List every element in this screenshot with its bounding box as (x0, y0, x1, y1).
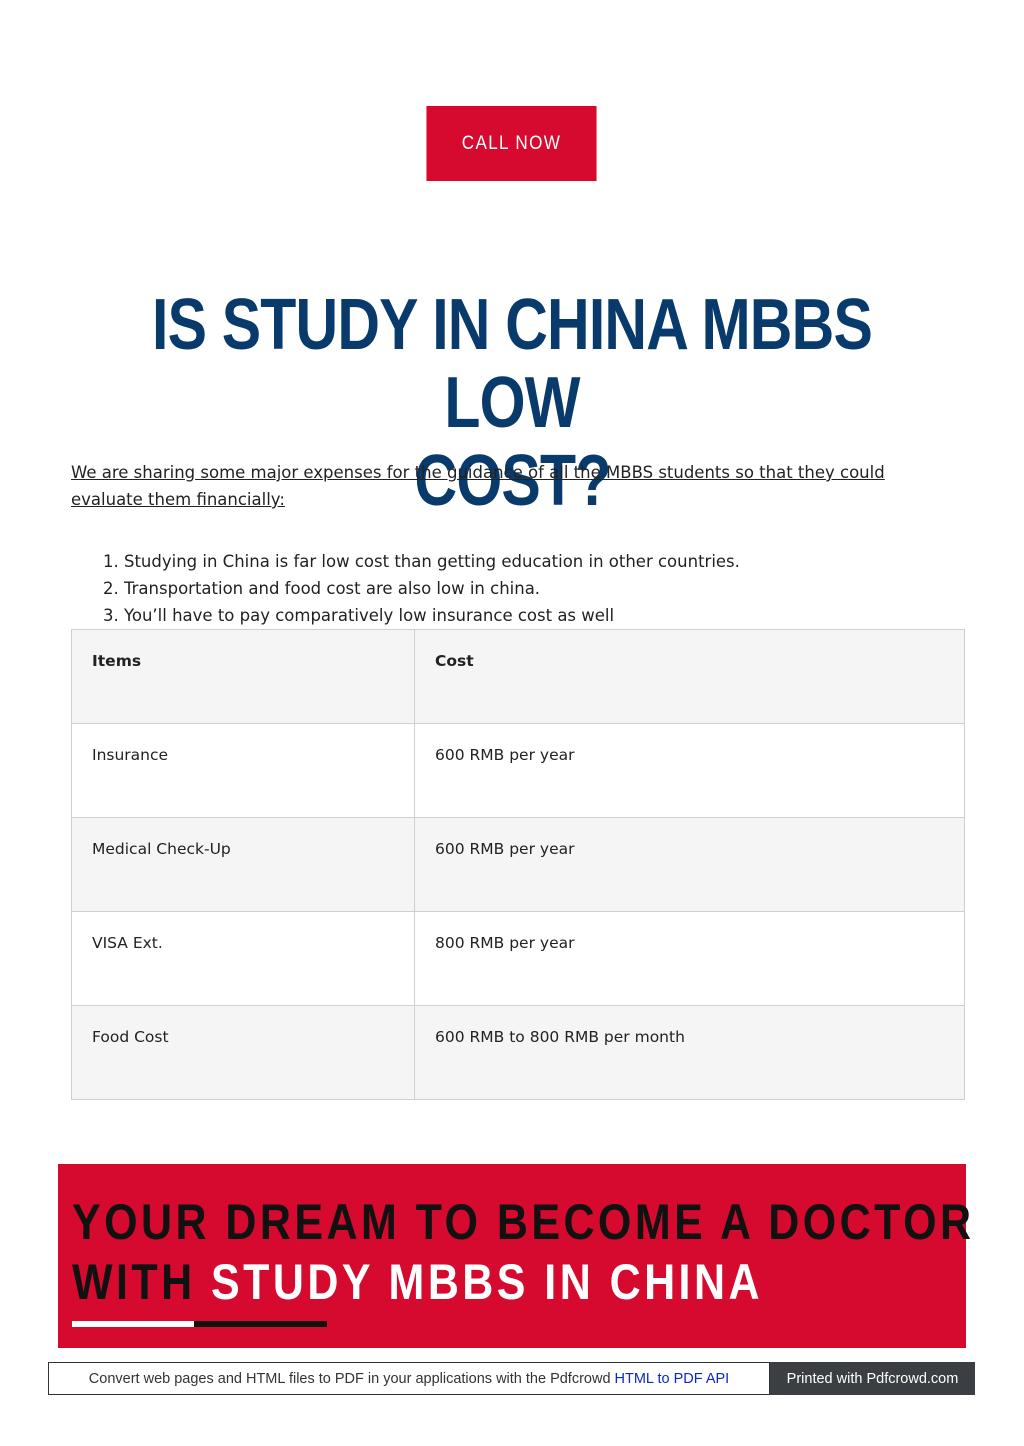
page-title-line-1: IS STUDY IN CHINA MBBS LOW (151, 285, 873, 443)
table-cell-item: Medical Check-Up (72, 818, 415, 912)
cta-underline-white (72, 1321, 194, 1327)
table-cell-cost: 600 RMB per year (415, 724, 965, 818)
html-to-pdf-api-link[interactable]: HTML to PDF API (614, 1370, 730, 1387)
pdfcrowd-footer (48, 1362, 975, 1395)
expenses-table (71, 629, 965, 1100)
page-title-line-2: COST? (414, 441, 610, 521)
cta-underline-black (194, 1321, 327, 1327)
cta-line-1: YOUR DREAM TO BECOME A DOCTOR (72, 1194, 975, 1250)
table-row (72, 724, 965, 818)
reasons-list (71, 548, 740, 629)
table-cell-cost: 800 RMB per year (415, 912, 965, 1006)
table-cell-cost: 600 RMB per year (415, 818, 965, 912)
list-item: 2. Transportation and food cost are also low in china. (103, 579, 541, 598)
table-cell-item: Food Cost (72, 1006, 415, 1100)
footer-printed-with[interactable]: Printed with Pdfcrowd.com (770, 1362, 975, 1395)
table-row (72, 818, 965, 912)
cta-line-2-highlight: STUDY MBBS IN CHINA (211, 1254, 763, 1310)
cta-line-2-prefix: WITH (72, 1254, 212, 1310)
table-header-row (72, 630, 965, 724)
column-header-cost: Cost (415, 630, 965, 724)
column-header-items: Items (72, 630, 415, 724)
cta-heading (72, 1192, 974, 1312)
table-row (72, 1006, 965, 1100)
cta-banner (58, 1164, 975, 1348)
table-cell-cost: 600 RMB to 800 RMB per month (415, 1006, 965, 1100)
table-row (72, 912, 965, 1006)
table-cell-item: VISA Ext. (72, 912, 415, 1006)
call-now-button[interactable]: CALL NOW (426, 106, 596, 181)
footer-convert-note (48, 1362, 770, 1395)
footer-text: Convert web pages and HTML files to PDF in your applications with the Pdfcrowd (88, 1370, 611, 1387)
list-item: 1. Studying in China is far low cost than getting education in other countries. (103, 552, 740, 571)
intro-paragraph: We are sharing some major expenses for the guidance of all the MBBS students so that they could evaluate them financially: (71, 463, 885, 509)
list-item: 3. You’ll have to pay comparatively low insurance cost as well (103, 606, 615, 625)
table-cell-item: Insurance (72, 724, 415, 818)
